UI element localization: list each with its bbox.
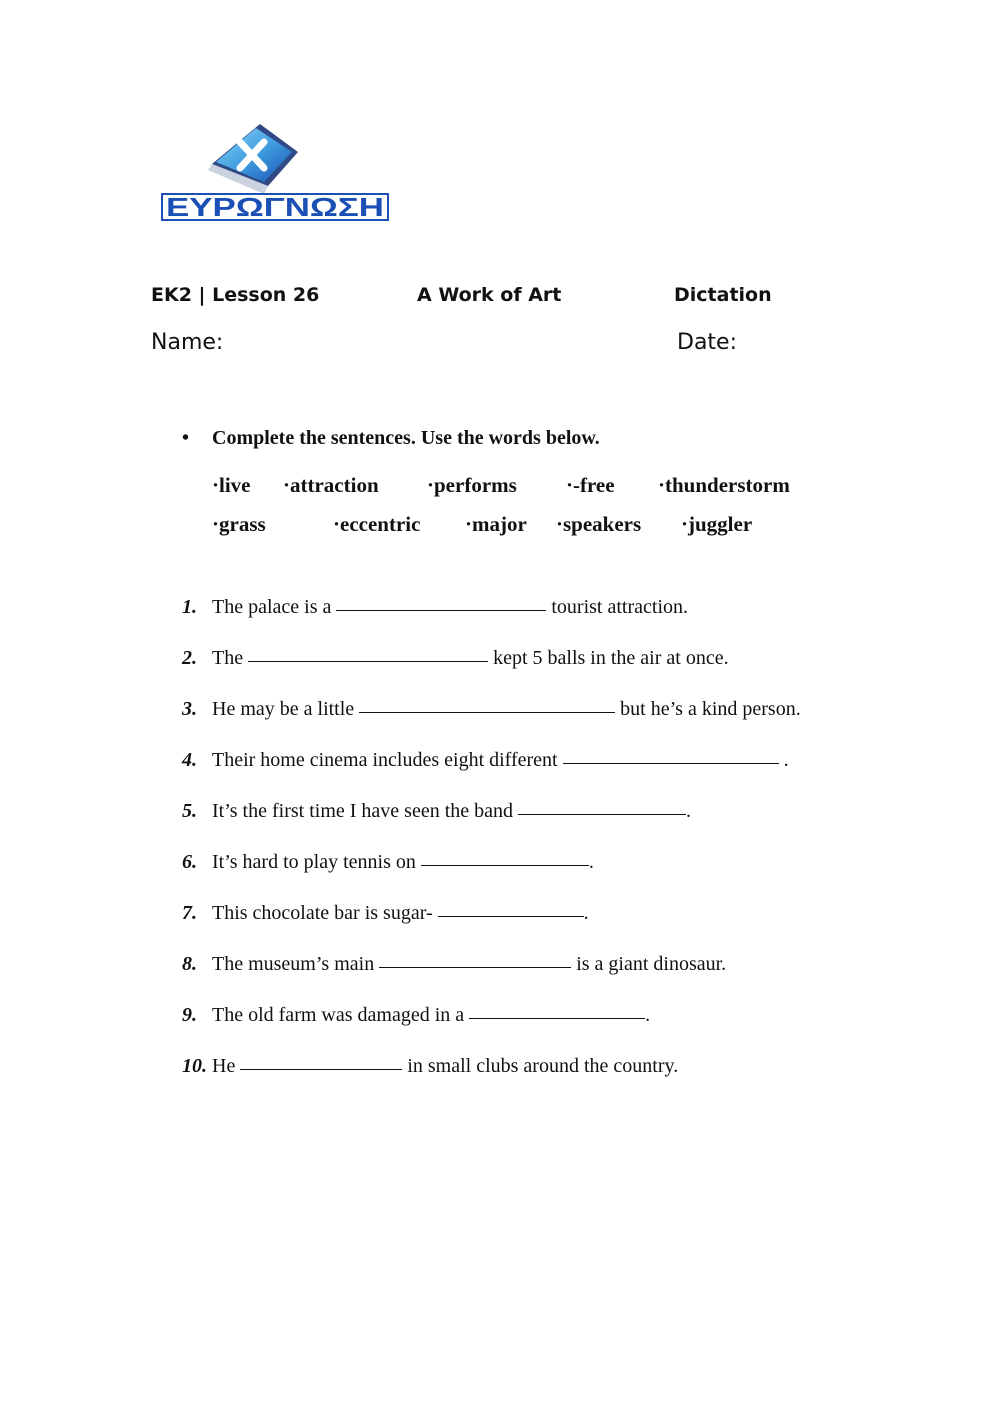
sentence-after: . (583, 902, 589, 924)
answer-blank[interactable] (563, 762, 779, 764)
worksheet-type: Dictation (674, 284, 772, 306)
instruction (182, 427, 600, 450)
answer-blank[interactable] (518, 813, 686, 815)
sentence-item (182, 953, 726, 976)
answer-blank[interactable] (248, 660, 488, 662)
sentence-item (182, 902, 589, 925)
sentence-after: but he’s a kind person. (615, 698, 801, 720)
name-label: Name: (151, 330, 224, 355)
sentence-after: tourist attraction. (546, 596, 689, 618)
word-bank-item: ·grass (212, 512, 266, 536)
logo-text: ΕΥΡΩΓΝΩΣΗ (166, 192, 384, 222)
sentence-after: . (645, 1004, 651, 1026)
sentence-before: He (212, 1055, 241, 1077)
sentence-before: It’s hard to play tennis on (212, 851, 421, 873)
sentence-number: 3. (182, 698, 197, 720)
sentence-item (182, 1055, 678, 1078)
sentence-before: It’s the first time I have seen the band (212, 800, 519, 822)
word-bank-item: ·major (465, 512, 527, 536)
sentence-number: 4. (182, 749, 197, 771)
sentence-before: He may be a little (212, 698, 360, 720)
sentence-number: 1. (182, 596, 197, 618)
word-bank-item: ·live (212, 473, 251, 497)
sentence-item (182, 749, 789, 772)
sentence-number: 2. (182, 647, 197, 669)
sentence-number: 9. (182, 1004, 197, 1026)
word-bank-item: ·speakers (556, 512, 642, 536)
word-bank-item: ·thunderstorm (658, 473, 790, 497)
sentence-before: The old farm was damaged in a (212, 1004, 470, 1026)
word-bank-item: ·performs (427, 473, 517, 497)
word-bank-item: ·eccentric (333, 512, 421, 536)
word-bank-item: ·-free (566, 473, 615, 497)
sentence-number: 10. (182, 1055, 207, 1077)
sentence-before: This chocolate bar is sugar- (212, 902, 438, 924)
sentence-after: . (588, 851, 594, 873)
answer-blank[interactable] (438, 915, 584, 917)
sentence-item (182, 851, 594, 874)
eurognosi-logo (160, 124, 390, 224)
sentence-number: 7. (182, 902, 197, 924)
worksheet-title: A Work of Art (417, 284, 562, 306)
answer-blank[interactable] (379, 966, 571, 968)
sentence-number: 8. (182, 953, 197, 975)
sentence-item (182, 647, 729, 670)
sentence-number: 6. (182, 851, 197, 873)
sentence-before: Their home cinema includes eight different (212, 749, 563, 771)
word-bank-item: ·juggler (681, 512, 753, 536)
sentence-item (182, 698, 801, 721)
sentence-before: The museum’s main (212, 953, 380, 975)
sentence-item (182, 1004, 650, 1027)
sentence-after: . (778, 749, 789, 771)
sentence-after: in small clubs around the country. (402, 1055, 679, 1077)
sentence-after: is a giant dinosaur. (571, 953, 727, 975)
answer-blank[interactable] (469, 1017, 645, 1019)
sentence-number: 5. (182, 800, 197, 822)
answer-blank[interactable] (336, 609, 546, 611)
sentence-after: . (686, 800, 692, 822)
answer-blank[interactable] (421, 864, 589, 866)
answer-blank[interactable] (359, 711, 615, 713)
sentence-item (182, 596, 688, 619)
course-label: EK2 | Lesson 26 (151, 284, 320, 306)
sentence-item (182, 800, 691, 823)
word-bank-item: ·attraction (283, 473, 379, 497)
answer-blank[interactable] (240, 1068, 402, 1070)
bullet: • (182, 427, 190, 449)
sentence-before: The palace is a (212, 596, 337, 618)
sentence-before: The (212, 647, 249, 669)
sentence-after: kept 5 balls in the air at once. (488, 647, 729, 669)
date-label: Date: (677, 330, 737, 355)
instruction-text: Complete the sentences. Use the words below. (212, 427, 600, 449)
